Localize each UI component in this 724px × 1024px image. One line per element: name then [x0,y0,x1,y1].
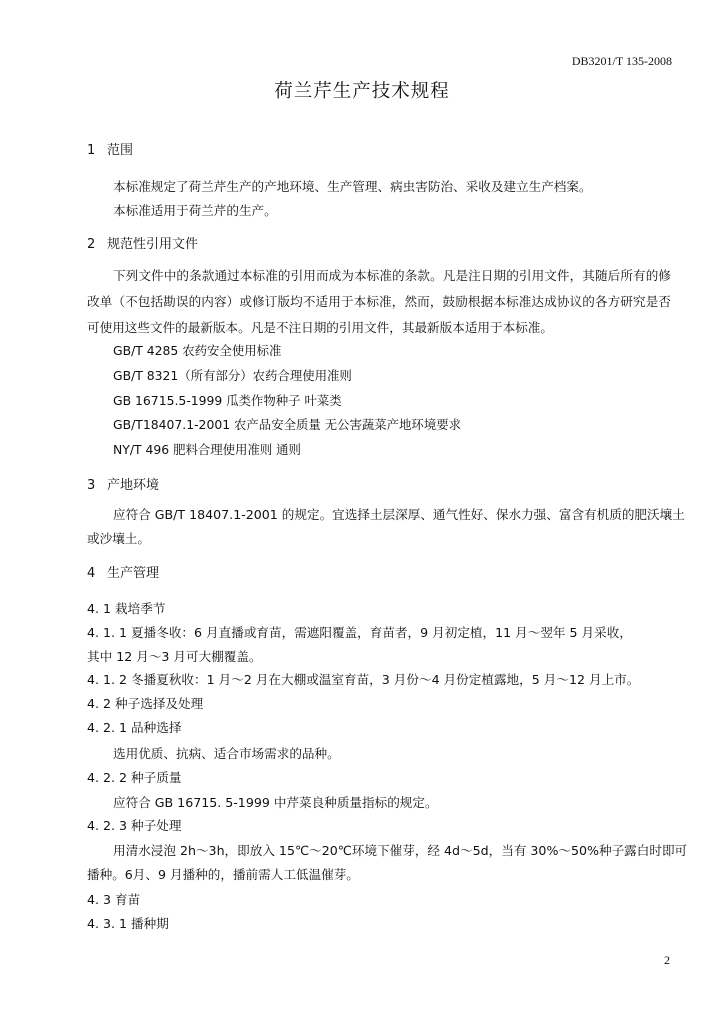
section-title: 规范性引用文件 [107,237,199,252]
subsection-heading: 4. 1 栽培季节 [87,601,166,616]
section-number: 3 [87,478,96,493]
paragraph-line: 4. 1. 2 冬播夏秋收：1 月～2 月在大棚或温室育苗，3 月份～4 月份定植露地，5 月～12 月上市。 [87,672,640,687]
paragraph-line: 4. 1. 1 夏播冬收：6 月直播或育苗，需遮阳覆盖，育苗者，9 月初定植，11 月～翌年 5 月采收， [87,625,632,640]
paragraph-line: 用清水浸泡 2h～3h，即放入 15℃～20℃环境下催芽，经 4d～5d，当有 30%～50%种子露白时即可 [113,843,688,858]
paragraph-line: 可使用这些文件的最新版本。凡是不注日期的引用文件，其最新版本适用于本标准。 [87,320,553,335]
subsection-heading: 4. 2. 3 种子处理 [87,818,182,833]
document-code: DB3201/T 135-2008 [571,54,672,68]
subsection-heading: 4. 2 种子选择及处理 [87,696,204,711]
section-4-heading [87,562,159,581]
section-3-heading [87,474,159,493]
reference-item: NY/T 496 肥料合理使用准则 通则 [113,442,301,457]
paragraph-line: 或沙壤土。 [87,531,150,546]
paragraph: 本标准规定了荷兰芹生产的产地环境、生产管理、病虫害防治、采收及建立生产档案。 [113,179,592,194]
section-title: 范围 [107,143,134,158]
subsection-heading: 4. 3. 1 播种期 [87,916,169,931]
subsection-heading: 4. 2. 1 品种选择 [87,720,182,735]
reference-item: GB/T 4285 农药安全使用标准 [113,343,282,358]
reference-item: GB 16715.5-1999 瓜类作物种子 叶菜类 [113,393,342,408]
section-2-heading [87,233,198,252]
paragraph: 本标准适用于荷兰芹的生产。 [113,203,277,218]
paragraph-line: 播种。6月、9 月播种的，播前需人工低温催芽。 [87,867,359,882]
section-title: 生产管理 [107,566,160,581]
section-number: 4 [87,566,96,581]
section-number: 2 [87,237,96,252]
paragraph-line: 其中 12 月～3 月可大棚覆盖。 [87,649,262,664]
paragraph: 应符合 GB 16715. 5-1999 中芹菜良种质量指标的规定。 [113,795,438,810]
section-number: 1 [87,143,96,158]
paragraph: 选用优质、抗病、适合市场需求的品种。 [113,746,340,761]
paragraph-line: 下列文件中的条款通过本标准的引用而成为本标准的条款。凡是注日期的引用文件，其随后所有的修 [113,268,671,283]
section-1-heading [87,139,133,158]
subsection-heading: 4. 3 育苗 [87,892,141,907]
subsection-heading: 4. 2. 2 种子质量 [87,770,182,785]
reference-item: GB/T 8321（所有部分）农药合理使用准则 [113,368,352,383]
page-title: 荷兰芹生产技术规程 [274,81,450,102]
paragraph-line: 应符合 GB/T 18407.1-2001 的规定。宜选择土层深厚、通气性好、保水力强、富含有机质的肥沃壤土 [113,507,685,522]
reference-item: GB/T18407.1-2001 农产品安全质量 无公害蔬菜产地环境要求 [113,417,461,432]
section-title: 产地环境 [107,478,160,493]
paragraph-line: 改单（不包括勘误的内容）或修订版均不适用于本标准，然而，鼓励根据本标准达成协议的各方研究是否 [87,294,671,309]
page-number: 2 [664,953,670,967]
